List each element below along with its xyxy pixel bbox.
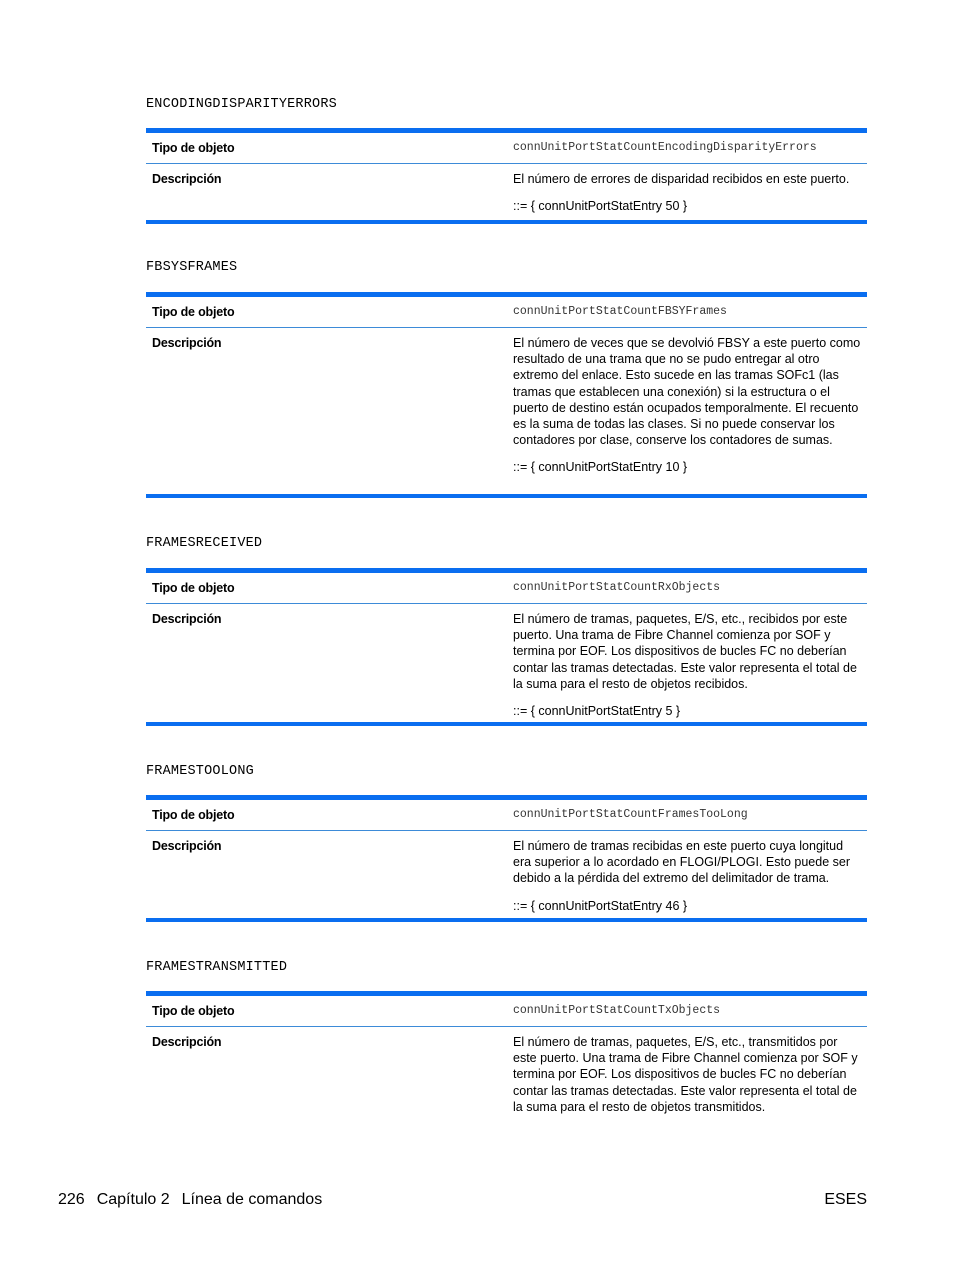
entry-framesreceived [146, 536, 867, 719]
description-paragraph: El número de tramas recibidas en este puerto cuya longitud era superior a lo acordado en FLOGI/PLOGI. Esto puede ser debido a la pérdida del extremo del delimitador de trama. [513, 839, 850, 886]
page-footer-left [58, 1191, 334, 1209]
description-paragraph: El número de tramas, paquetes, E/S, etc., transmitidos por este puerto. Una trama de Fibre Channel comienza por SOF y termina por EOF. Los dispositivos de bucles FC no deberían contar las tramas detectadas. Este valor representa el total de la suma para el resto de objetos transmitidos. [513, 1035, 858, 1114]
page-footer-locale: ESES [824, 1191, 867, 1208]
entry-framestransmitted [146, 960, 867, 1114]
entry-heading: FBSYSFRAMES [146, 260, 238, 275]
description-text [513, 335, 863, 487]
description-text [513, 171, 863, 225]
entry-framestoolong [146, 764, 867, 913]
description-paragraph: El número de veces que se devolvió FBSY a este puerto como resultado de una trama que no se pudo entregar al otro extremo del enlace. Esto sucede en las tramas SOFc1 (las tramas que establecen una conexión) si la estructura o el puerto de destino están ocupados temporalmente. El recuento es la suma de todas las clases. Si no puede conservar los contadores por clase, conserve los contadores de sumas. [513, 336, 861, 448]
object-type-value: connUnitPortStatCountFramesTooLong [513, 808, 748, 821]
chapter-label: Capítulo 2 [96, 1191, 170, 1208]
object-type-label: Tipo de objeto [152, 808, 235, 822]
object-table [146, 292, 867, 496]
object-type-label: Tipo de objeto [152, 141, 235, 155]
entry-heading: FRAMESRECEIVED [146, 536, 263, 551]
description-label: Descripción [152, 612, 222, 626]
page-number: 226 [58, 1191, 85, 1208]
description-code: ::= { connUnitPortStatEntry 10 } [513, 460, 688, 475]
description-label: Descripción [152, 172, 222, 186]
object-type-value: connUnitPortStatCountTxObjects [513, 1004, 721, 1017]
chapter-title: Línea de comandos [181, 1191, 323, 1208]
description-row [146, 1027, 867, 1137]
description-code: ::= { connUnitPortStatEntry 46 } [513, 898, 688, 913]
description-row [146, 831, 867, 919]
object-type-row [146, 996, 867, 1027]
table-bottom-rule [146, 722, 867, 726]
description-text [513, 1034, 863, 1126]
object-type-value: connUnitPortStatCountFBSYFrames [513, 305, 727, 318]
description-text [513, 611, 863, 730]
object-type-label: Tipo de objeto [152, 305, 235, 319]
object-type-label: Tipo de objeto [152, 581, 235, 595]
table-bottom-rule [146, 220, 867, 224]
table-bottom-rule [146, 494, 867, 498]
description-row [146, 328, 867, 496]
description-paragraph: El número de errores de disparidad recibidos en este puerto. [513, 172, 850, 186]
object-type-row [146, 297, 867, 328]
description-paragraph: El número de tramas, paquetes, E/S, etc., recibidos por este puerto. Una trama de Fibre Channel comienza por SOF y termina por EOF. Los dispositivos de bucles FC no deberían contar las tramas detectadas. Este valor representa el total de la suma para el resto de objetos recibidos. [513, 612, 857, 691]
object-type-row [146, 800, 867, 831]
object-table [146, 568, 867, 724]
object-type-value: connUnitPortStatCountRxObjects [513, 581, 721, 594]
description-label: Descripción [152, 1035, 222, 1049]
description-text [513, 838, 863, 925]
entry-fbsysframes [146, 260, 867, 475]
description-label: Descripción [152, 839, 222, 853]
description-row [146, 604, 867, 724]
object-type-row [146, 133, 867, 164]
object-type-value: connUnitPortStatCountEncodingDisparityErrors [513, 141, 817, 154]
entry-heading: FRAMESTRANSMITTED [146, 960, 288, 975]
table-bottom-rule [146, 918, 867, 922]
object-type-row [146, 573, 867, 604]
object-type-label: Tipo de objeto [152, 1004, 235, 1018]
object-table [146, 991, 867, 1137]
entry-heading: FRAMESTOOLONG [146, 764, 254, 779]
object-table [146, 795, 867, 919]
entry-encodingdisparityerrors [146, 97, 867, 214]
entry-heading: ENCODINGDISPARITYERRORS [146, 97, 337, 112]
description-label: Descripción [152, 336, 222, 350]
description-code: ::= { connUnitPortStatEntry 5 } [513, 704, 681, 719]
object-table [146, 128, 867, 220]
description-row [146, 164, 867, 220]
description-code: ::= { connUnitPortStatEntry 50 } [513, 199, 688, 214]
